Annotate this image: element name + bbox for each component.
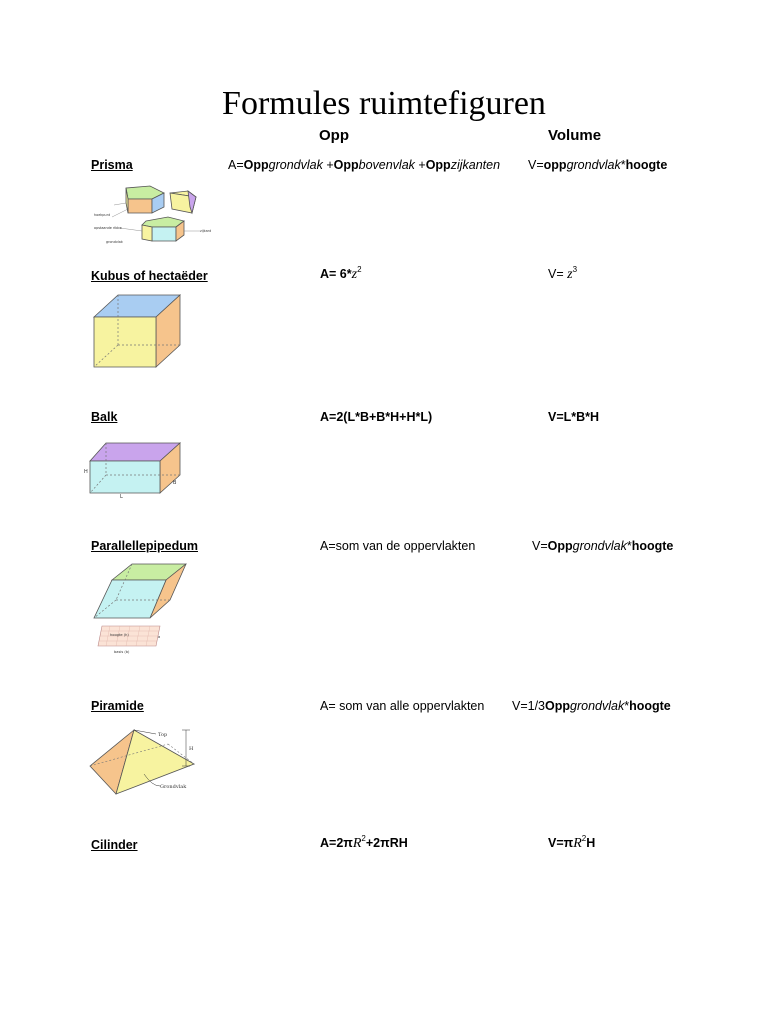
area-formula-kubus: $A= 6*z^2$ (320, 265, 362, 282)
column-header-volume: Volume (548, 127, 602, 144)
row-name-cilinder: Cilinder (91, 838, 138, 852)
row-name-parallellepipedum: Parallellepipedum (91, 539, 198, 553)
cuboid-figure (84, 437, 184, 499)
volume-formula-cilinder: $V=\pi R^2H$ (548, 834, 596, 851)
page-title: Formules ruimtefiguren (222, 85, 546, 122)
pyramid-label-grondvlak: Grondvlak (160, 784, 187, 790)
row-name-balk: Balk (91, 410, 118, 424)
row-name-kubus: Kubus of hectaëder (91, 269, 208, 283)
parallelepiped-label-hoogte: hoogte (h) (110, 633, 129, 637)
area-formula-parallellepipedum: A=som van de oppervlakten (320, 539, 476, 553)
prism-figure (92, 183, 232, 247)
area-formula-prisma: A=Oppgrondvlak +Oppbovenvlak +Oppzijkanten (228, 158, 501, 172)
column-header-opp: Opp (319, 127, 349, 144)
cuboid-label-b: B (173, 480, 177, 486)
volume-formula-kubus: $V= z^3$ (548, 265, 578, 282)
parallelepiped-figure (90, 562, 190, 656)
row-name-piramide: Piramide (91, 699, 144, 713)
prism-label-opstaande-ribbe: opstaande ribbe (94, 226, 122, 230)
cuboid-label-l: L (120, 494, 123, 499)
prism-label-grondvlak: grondvlak (106, 240, 123, 244)
prism-label-zijkant: zijkant (200, 229, 212, 233)
volume-formula-balk: V=L*B*H (548, 410, 600, 424)
volume-formula-piramide: V=1/3Oppgrondvlak*hoogte (512, 699, 671, 713)
pyramid-label-h: H (189, 746, 194, 752)
row-name-prisma: Prisma (91, 158, 133, 172)
volume-formula-prisma: V=oppgrondvlak*hoogte (528, 158, 668, 172)
parallelepiped-label-basis: basis (b) (114, 650, 130, 654)
pyramid-figure (86, 726, 220, 796)
area-formula-balk: A=2(L*B+B*H+H*L) (320, 410, 433, 424)
area-formula-cilinder: $A=2\pi R^2+2\pi RH$ (320, 834, 408, 851)
cube-figure (92, 293, 182, 369)
area-formula-piramide: A= som van alle oppervlakten (320, 699, 485, 713)
parallelepiped-label-a: a (158, 635, 161, 639)
prism-label-hoekpunt: hoekpunt (94, 213, 111, 217)
volume-formula-parallellepipedum: V=Oppgrondvlak*hoogte (532, 539, 674, 553)
cuboid-label-h: H (84, 469, 88, 475)
pyramid-label-top: Top (158, 732, 168, 738)
